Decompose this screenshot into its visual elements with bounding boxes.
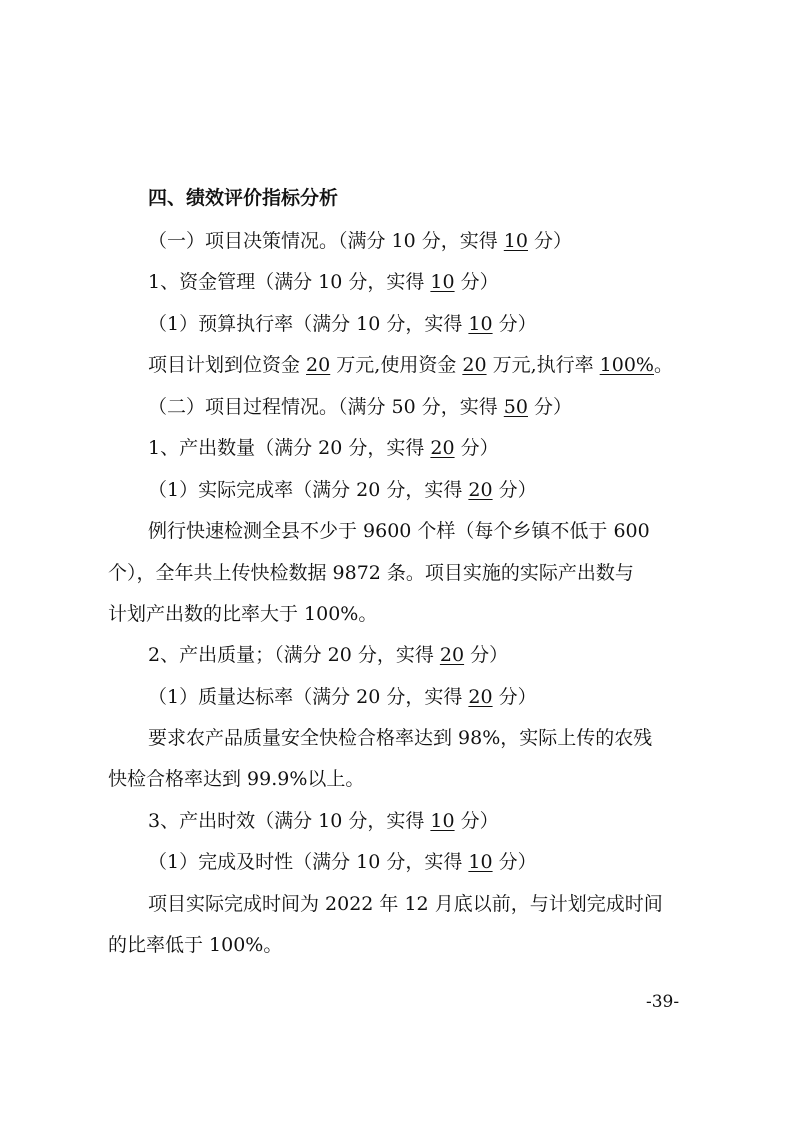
page-number: -39- (646, 992, 680, 1012)
score-value: 10 (430, 810, 455, 832)
paragraph-funds: 项目计划到位资金 20 万元,使用资金 20 万元,执行率 100%。 (148, 354, 674, 376)
subsection-decision: （一）项目决策情况。（满分 10 分，实得 10 分） (148, 230, 573, 252)
paragraph-quantity-line-2: 个），全年共上传快检数据 9872 条。项目实施的实际产出数与 (108, 562, 634, 584)
planned-funds-value: 20 (306, 354, 331, 376)
subsection-process: （二）项目过程情况。（满分 50 分，实得 50 分） (148, 396, 573, 418)
section-heading: 四、绩效评价指标分析 (148, 187, 339, 209)
score-value: 20 (430, 437, 455, 459)
score-value: 20 (439, 644, 465, 666)
execution-rate-value: 100% (599, 354, 654, 376)
item-fund-management: 1、资金管理（满分 10 分，实得 10 分） (148, 271, 499, 293)
score-value: 10 (468, 313, 493, 335)
item-completion-timeliness: （1）完成及时性（满分 10 分，实得 10 分） (148, 851, 537, 873)
item-output-timeliness: 3、产出时效（满分 10 分，实得 10 分） (148, 810, 499, 832)
item-output-quality: 2、产出质量；（满分 20 分，实得 20 分） (148, 644, 509, 666)
paragraph-time-line-2: 的比率低于 100%。 (108, 934, 283, 956)
used-funds-value: 20 (462, 354, 487, 376)
paragraph-quantity-line-1: 例行快速检测全县不少于 9600 个样（每个乡镇不低于 600 (148, 520, 650, 542)
score-value: 10 (468, 851, 493, 873)
paragraph-quality-line-1: 要求农产品质量安全快检合格率达到 98%，实际上传的农残 (148, 727, 653, 749)
score-value: 20 (468, 686, 493, 708)
item-quality-rate: （1）质量达标率（满分 20 分，实得 20 分） (148, 686, 537, 708)
paragraph-time-line-1: 项目实际完成时间为 2022 年 12 月底以前，与计划完成时间 (148, 893, 663, 915)
score-value: 20 (468, 479, 493, 501)
score-value: 50 (503, 396, 528, 418)
item-budget-execution: （1）预算执行率（满分 10 分，实得 10 分） (148, 313, 537, 335)
paragraph-quantity-line-3: 计划产出数的比率大于 100%。 (108, 603, 378, 625)
score-value: 10 (430, 271, 455, 293)
paragraph-quality-line-2: 快检合格率达到 99.9%以上。 (108, 768, 365, 790)
score-value: 10 (503, 230, 528, 252)
item-output-quantity: 1、产出数量（满分 20 分，实得 20 分） (148, 437, 499, 459)
item-completion-rate: （1）实际完成率（满分 20 分，实得 20 分） (148, 479, 537, 501)
